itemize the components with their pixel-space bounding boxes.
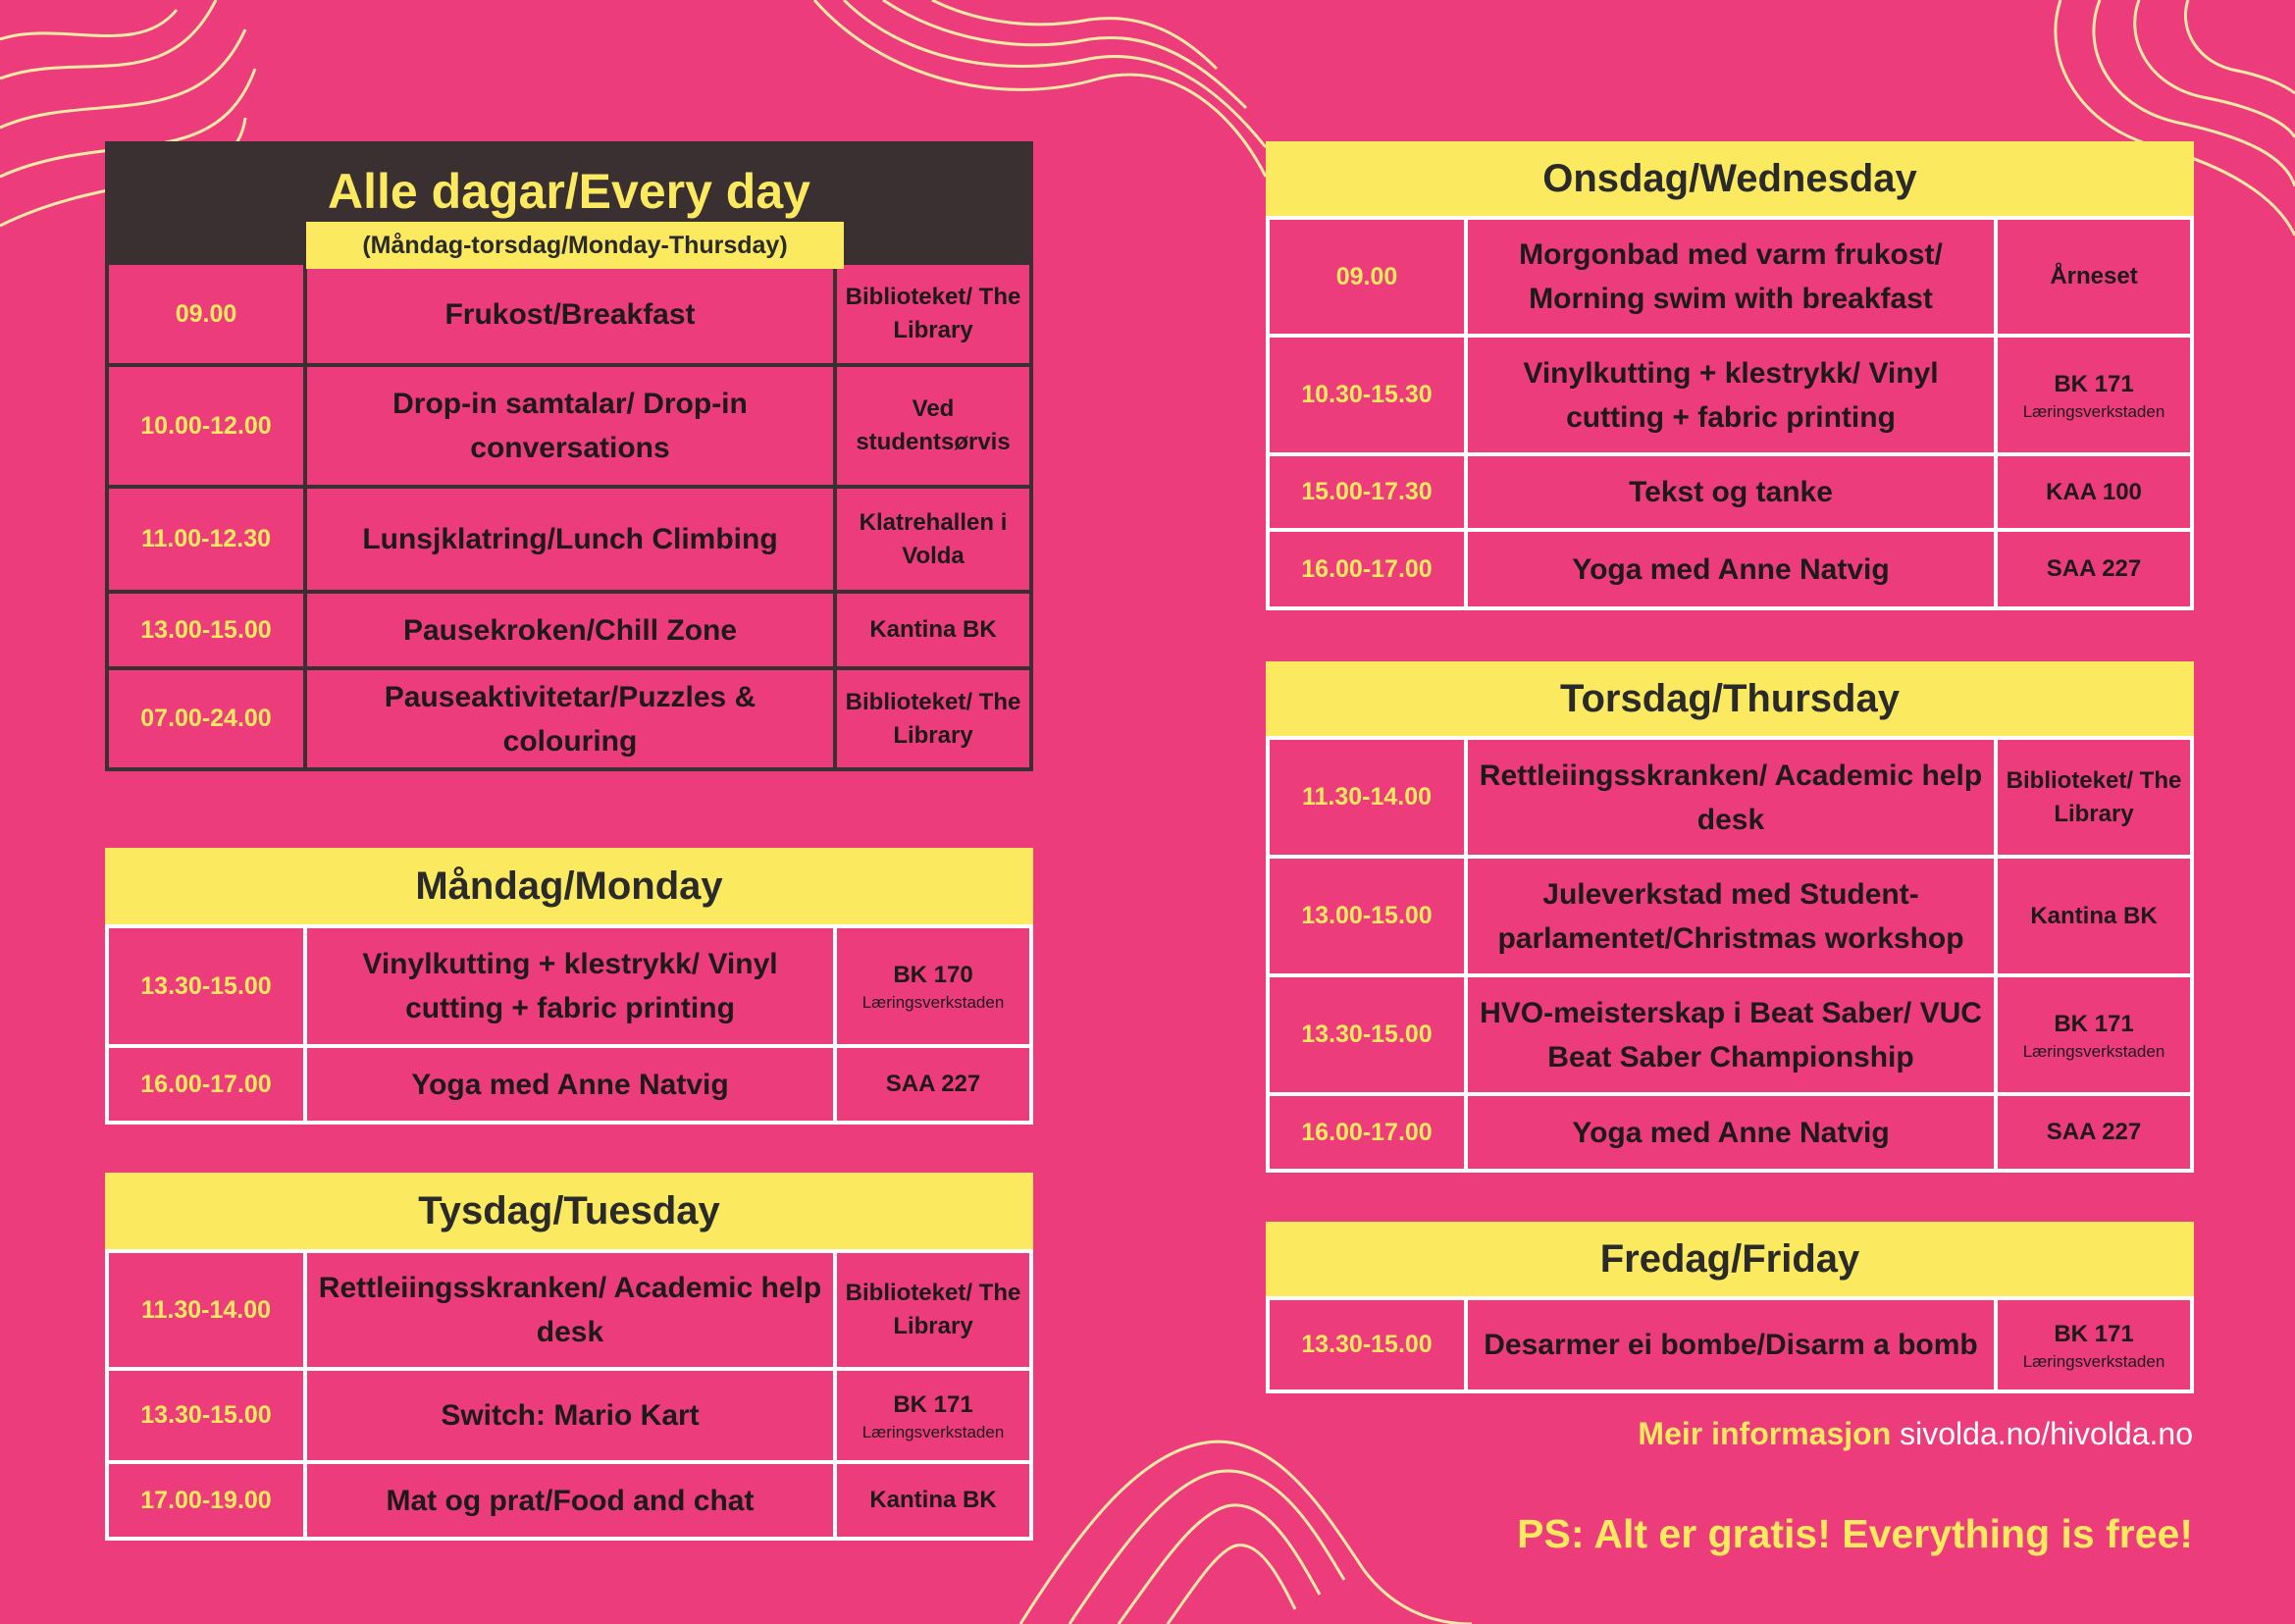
friday-block (1266, 1222, 2194, 1393)
location-cell: Kantina BK (1996, 857, 2192, 975)
time-cell: 11.30-14.00 (1268, 738, 1466, 857)
tuesday-block (105, 1173, 1033, 1541)
every-day-header (105, 141, 1033, 261)
location-subtext: Læringsverkstaden (861, 1422, 1005, 1441)
time-cell: 09.00 (107, 263, 305, 365)
table-row (1268, 530, 2192, 608)
more-info-link[interactable]: sivolda.no/hivolda.no (1900, 1416, 2193, 1451)
time-cell: 13.30-15.00 (1268, 975, 1466, 1094)
location-cell: Kantina BK (835, 592, 1031, 668)
activity-cell: Morgonbad med varm frukost/ Morning swim with breakfast (1466, 218, 1996, 336)
time-cell: 10.30-15.30 (1268, 336, 1466, 454)
every-day-block (105, 141, 1033, 771)
activity-cell: Juleverkstad med Student-parlamentet/Christmas workshop (1466, 857, 1996, 975)
more-info-line (1638, 1416, 2193, 1452)
time-cell: 13.30-15.00 (1268, 1298, 1466, 1391)
thursday-table (1266, 736, 2194, 1173)
table-row (107, 1369, 1031, 1462)
location-subtext: Læringsverkstaden (2022, 1041, 2165, 1061)
location-cell: Biblioteket/ The Library (835, 263, 1031, 365)
location-text: BK 171 (893, 1390, 973, 1418)
more-info-label: Meir informasjon (1638, 1416, 1892, 1451)
table-row (107, 487, 1031, 592)
location-subtext: Læringsverkstaden (2022, 401, 2165, 421)
activity-cell: Pauseaktivitetar/Puzzles & colouring (305, 668, 835, 769)
time-cell: 13.00-15.00 (107, 592, 305, 668)
location-cell: SAA 227 (835, 1046, 1031, 1123)
time-cell: 07.00-24.00 (107, 668, 305, 769)
free-notice: PS: Alt er gratis! Everything is free! (1517, 1511, 2193, 1556)
table-row (1268, 1094, 2192, 1171)
table-row (1268, 975, 2192, 1094)
activity-cell: Yoga med Anne Natvig (305, 1046, 835, 1123)
table-row (1268, 1298, 2192, 1391)
table-row (1268, 218, 2192, 336)
table-row (1268, 857, 2192, 975)
every-day-table (105, 261, 1033, 771)
friday-table (1266, 1296, 2194, 1393)
location-text: BK 171 (2054, 370, 2134, 397)
location-cell: Årneset (1996, 218, 2192, 336)
thursday-title: Torsdag/Thursday (1266, 661, 2194, 736)
activity-cell: Mat og prat/Food and chat (305, 1462, 835, 1539)
table-row (1268, 454, 2192, 530)
activity-cell: Switch: Mario Kart (305, 1369, 835, 1462)
location-cell: Biblioteket/ The Library (835, 1251, 1031, 1369)
time-cell: 16.00-17.00 (1268, 1094, 1466, 1171)
time-cell: 16.00-17.00 (1268, 530, 1466, 608)
location-cell (1996, 1298, 2192, 1391)
tuesday-title: Tysdag/Tuesday (105, 1173, 1033, 1249)
location-subtext: Læringsverkstaden (861, 993, 1005, 1012)
table-row (107, 263, 1031, 365)
activity-cell: Pausekroken/Chill Zone (305, 592, 835, 668)
time-cell: 13.00-15.00 (1268, 857, 1466, 975)
table-row (107, 1251, 1031, 1369)
table-row (107, 1462, 1031, 1539)
location-cell (1996, 336, 2192, 454)
location-cell (835, 1369, 1031, 1462)
location-cell (1996, 975, 2192, 1094)
activity-cell: Rettleiingsskranken/ Academic help desk (1466, 738, 1996, 857)
time-cell: 17.00-19.00 (107, 1462, 305, 1539)
table-row (1268, 738, 2192, 857)
wednesday-table (1266, 216, 2194, 610)
time-cell: 11.00-12.30 (107, 487, 305, 592)
location-cell: Kantina BK (835, 1462, 1031, 1539)
activity-cell: Desarmer ei bombe/Disarm a bomb (1466, 1298, 1996, 1391)
activity-cell: Tekst og tanke (1466, 454, 1996, 530)
table-row (107, 592, 1031, 668)
activity-cell: Drop-in samtalar/ Drop-in conversations (305, 365, 835, 487)
location-cell: Klatrehallen i Volda (835, 487, 1031, 592)
monday-table (105, 924, 1033, 1125)
activity-cell: Vinylkutting + klestrykk/ Vinyl cutting + fabric printing (305, 926, 835, 1046)
every-day-title: Alle dagar/Every day (328, 164, 810, 219)
monday-title: Måndag/Monday (105, 848, 1033, 924)
tuesday-table (105, 1249, 1033, 1541)
activity-cell: Vinylkutting + klestrykk/ Vinyl cutting + fabric printing (1466, 336, 1996, 454)
activity-cell: Frukost/Breakfast (305, 263, 835, 365)
time-cell: 13.30-15.00 (107, 1369, 305, 1462)
activity-cell: Rettleiingsskranken/ Academic help desk (305, 1251, 835, 1369)
table-row (107, 668, 1031, 769)
activity-cell: Yoga med Anne Natvig (1466, 1094, 1996, 1171)
time-cell: 15.00-17.30 (1268, 454, 1466, 530)
activity-cell: HVO-meisterskap i Beat Saber/ VUC Beat Saber Championship (1466, 975, 1996, 1094)
location-cell: Biblioteket/ The Library (1996, 738, 2192, 857)
location-cell (835, 926, 1031, 1046)
time-cell: 11.30-14.00 (107, 1251, 305, 1369)
location-text: BK 171 (2054, 1010, 2134, 1037)
location-cell: KAA 100 (1996, 454, 2192, 530)
location-cell: Biblioteket/ The Library (835, 668, 1031, 769)
time-cell: 09.00 (1268, 218, 1466, 336)
table-row (107, 365, 1031, 487)
location-cell: SAA 227 (1996, 530, 2192, 608)
location-text: BK 171 (2054, 1320, 2134, 1347)
location-cell: SAA 227 (1996, 1094, 2192, 1171)
location-subtext: Læringsverkstaden (2022, 1351, 2165, 1371)
activity-cell: Lunsjklatring/Lunch Climbing (305, 487, 835, 592)
location-cell: Ved studentsørvis (835, 365, 1031, 487)
time-cell: 10.00-12.00 (107, 365, 305, 487)
monday-block (105, 848, 1033, 1125)
wednesday-block (1266, 141, 2194, 610)
table-row (107, 1046, 1031, 1123)
time-cell: 16.00-17.00 (107, 1046, 305, 1123)
time-cell: 13.30-15.00 (107, 926, 305, 1046)
wednesday-title: Onsdag/Wednesday (1266, 141, 2194, 216)
thursday-block (1266, 661, 2194, 1173)
every-day-subtitle: (Måndag-torsdag/Monday-Thursday) (306, 222, 844, 269)
table-row (1268, 336, 2192, 454)
table-row (107, 926, 1031, 1046)
location-text: BK 170 (893, 962, 973, 988)
friday-title: Fredag/Friday (1266, 1222, 2194, 1296)
activity-cell: Yoga med Anne Natvig (1466, 530, 1996, 608)
